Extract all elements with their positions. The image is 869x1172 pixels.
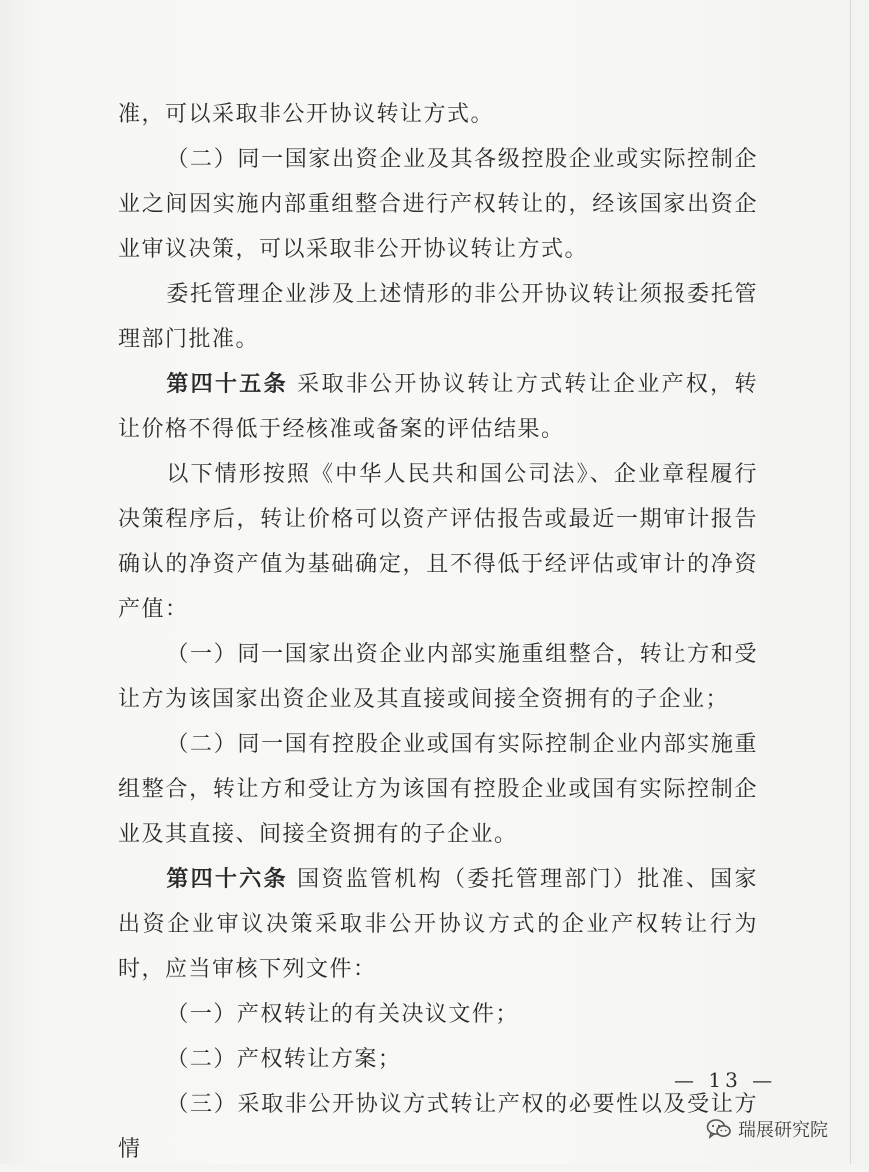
- paragraph: [118, 1037, 758, 1082]
- paragraph-text: 准，可以采取非公开协议转让方式。: [118, 102, 495, 127]
- paragraph-text: （二）产权转让方案；: [166, 1047, 402, 1072]
- paragraph-text: （二）同一国家出资企业及其各级控股企业或实际控制企业之间因实施内部重组整合进行产权转让的，经该国家出资企业审议决策，可以采取非公开协议转让方式。: [118, 147, 758, 262]
- wechat-icon: [706, 1118, 732, 1140]
- paragraph-text: 采取非公开协议转让方式转让企业产权，转让价格不得低于经核准或备案的评估结果。: [118, 372, 758, 442]
- paragraph: [118, 92, 758, 137]
- watermark-text: 瑞展研究院: [738, 1120, 828, 1141]
- watermark: [706, 1116, 828, 1142]
- paragraph: [118, 1082, 758, 1172]
- paragraph: [118, 272, 758, 362]
- paragraph: [118, 632, 758, 722]
- paragraph-text: （一）同一国家出资企业内部实施重组整合，转让方和受让方为该国家出资企业及其直接或间接全资拥有的子企业；: [118, 642, 758, 712]
- page-number: — 13 —: [674, 1068, 777, 1092]
- paragraph-text: （二）同一国有控股企业或国有实际控制企业内部实施重组整合，转让方和受让方为该国有控股企业或国有实际控制企业及其直接、间接全资拥有的子企业。: [118, 732, 758, 847]
- paragraph-text: 国资监管机构（委托管理部门）批准、国家出资企业审议决策采取非公开协议方式的企业产权转让行为时，应当审核下列文件：: [118, 867, 758, 982]
- paragraph-text: 委托管理企业涉及上述情形的非公开协议转让须报委托管理部门批准。: [118, 282, 758, 352]
- paragraph: [118, 452, 758, 632]
- paragraph: [118, 722, 758, 857]
- article-number: 第四十六条: [166, 866, 288, 892]
- paragraph-text: 以下情形按照《中华人民共和国公司法》、企业章程履行决策程序后，转让价格可以资产评估报告或最近一期审计报告确认的净资产值为基础确定，且不得低于经评估或审计的净资产值：: [118, 462, 758, 622]
- paragraph: [118, 857, 758, 992]
- paragraph: [118, 992, 758, 1037]
- paragraph: [118, 137, 758, 272]
- document-body: [118, 92, 758, 1172]
- page-edge-line: [850, 0, 851, 1164]
- paragraph-text: （一）产权转让的有关决议文件；: [166, 1002, 519, 1027]
- paragraph-text: （三）采取非公开协议方式转让产权的必要性以及受让方情: [118, 1092, 758, 1162]
- paragraph: [118, 362, 758, 452]
- article-number: 第四十五条: [166, 371, 288, 397]
